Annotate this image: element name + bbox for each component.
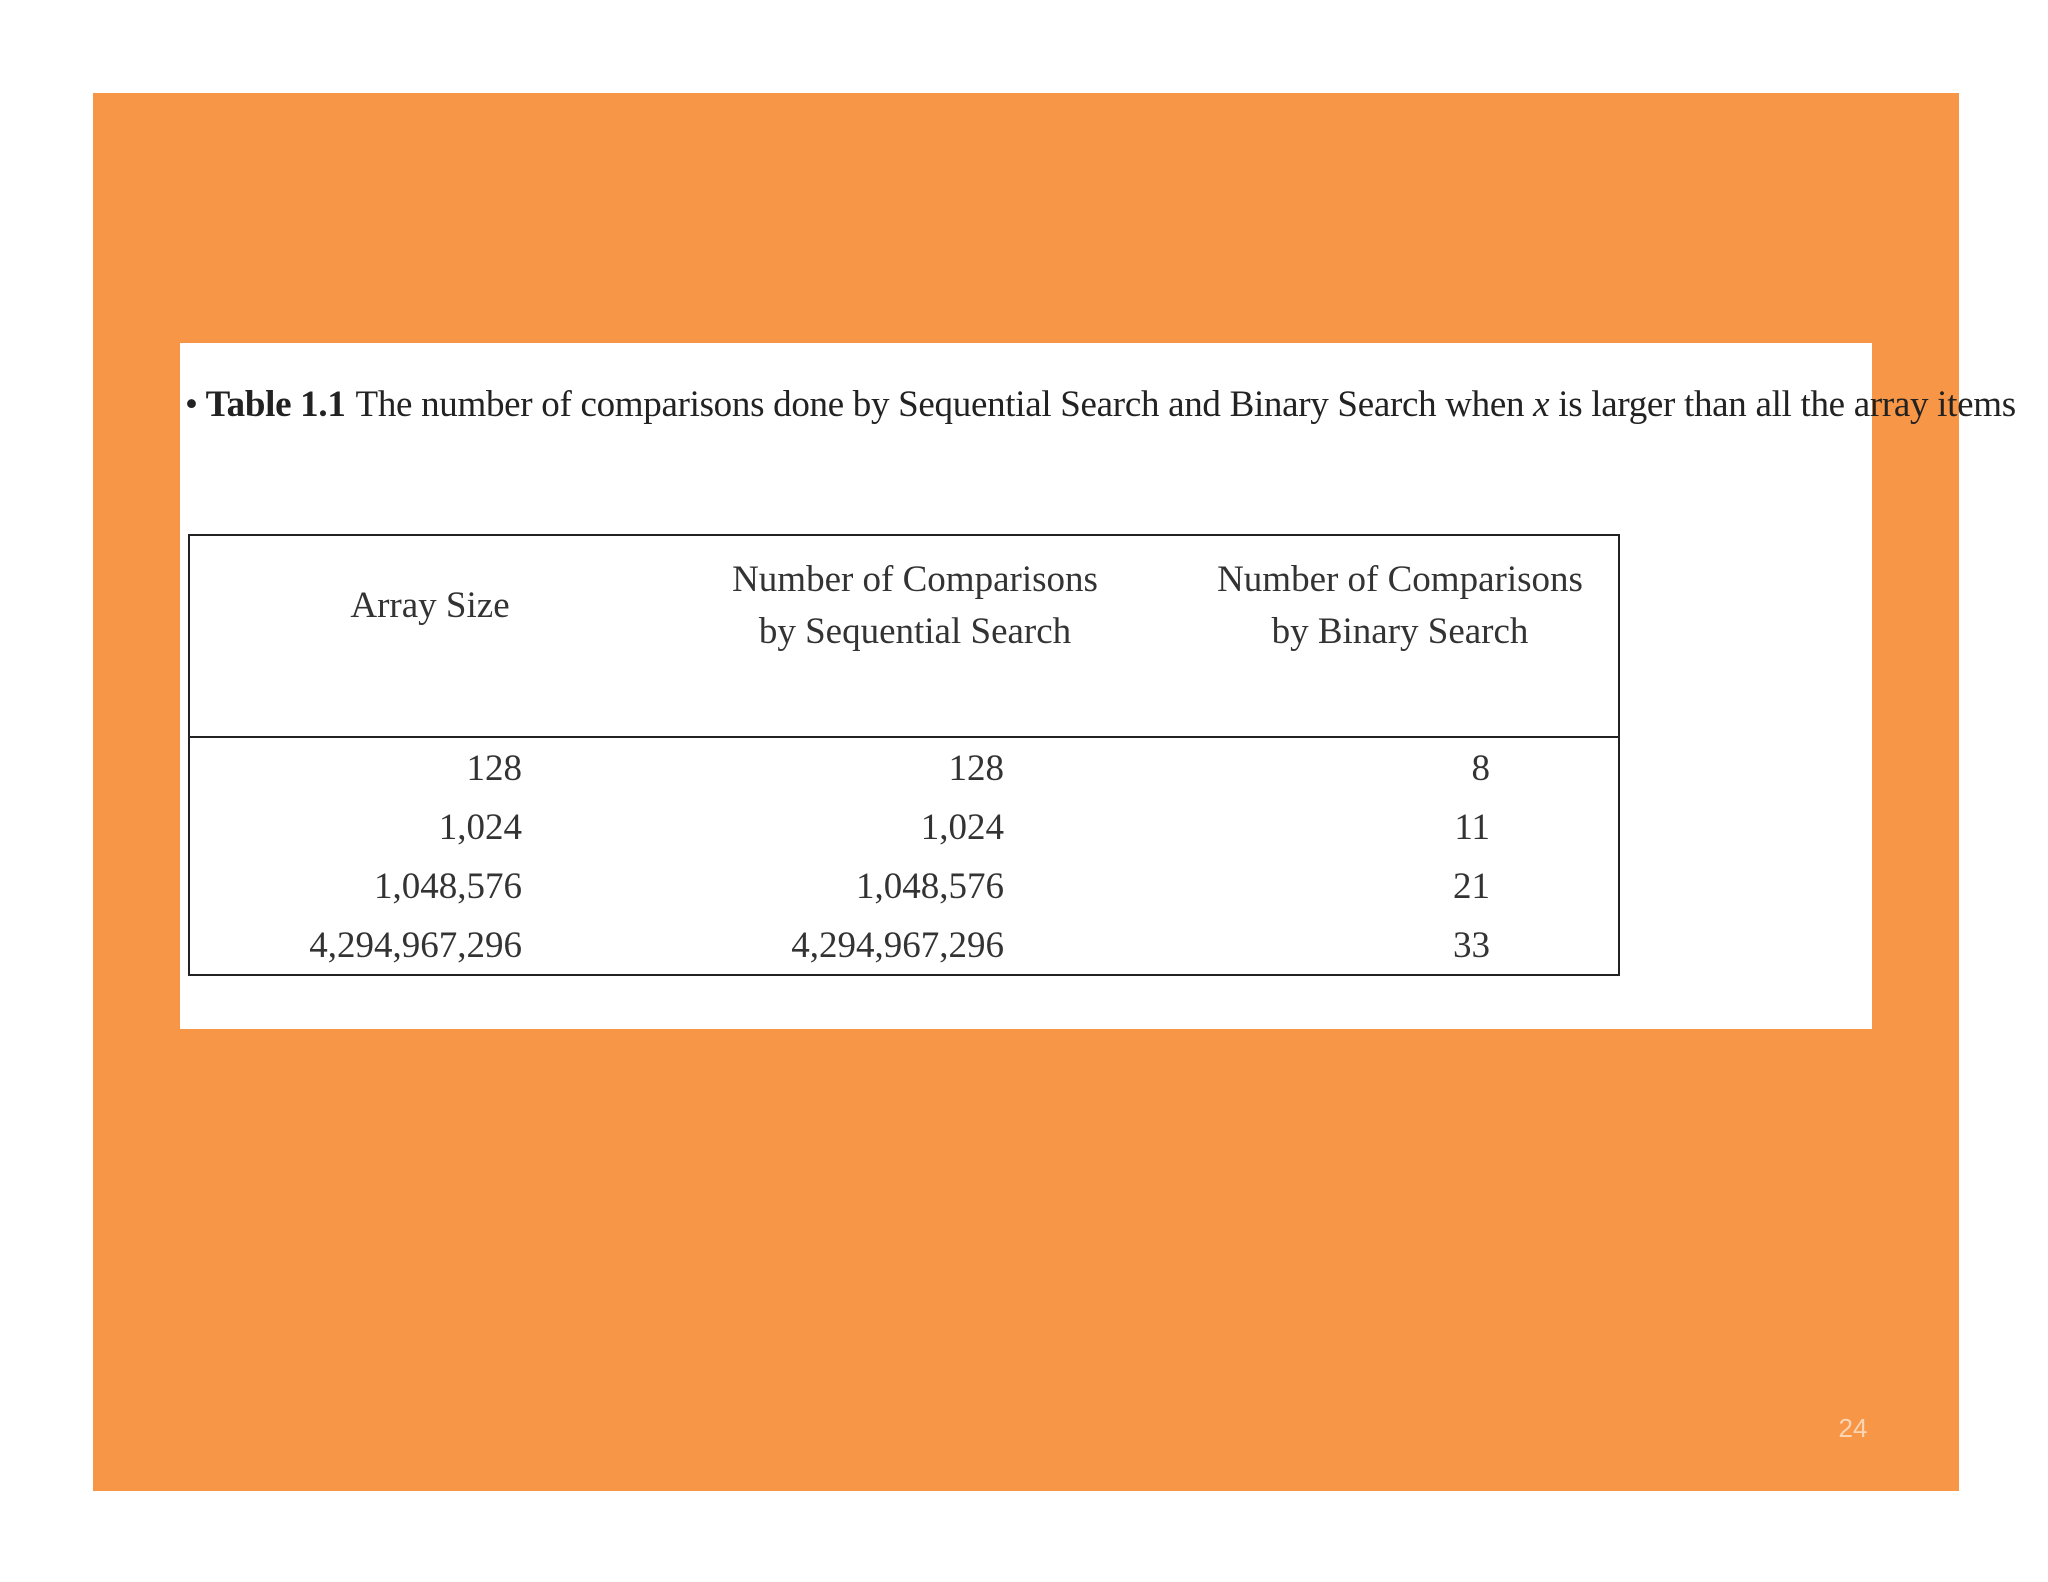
header-binary-search: Number of Comparisons by Binary Search (1217, 559, 1583, 652)
cell-sequential: 4,294,967,296 (791, 925, 1004, 966)
caption-text: The number of comparisons done by Sequential Search and Binary Search when (355, 384, 1525, 425)
slide (93, 93, 2016, 1491)
table-label: Table 1.1 (205, 384, 346, 425)
table-body (190, 739, 1618, 975)
table-row (190, 857, 1618, 916)
caption-variable: x (1533, 384, 1550, 425)
table-row (190, 916, 1618, 975)
cell-sequential: 1,024 (920, 807, 1004, 848)
cell-sequential: 128 (948, 748, 1004, 789)
cell-binary: 21 (1453, 866, 1490, 907)
page-number: 24 (1838, 1413, 1868, 1443)
cell-array-size: 1,024 (438, 807, 522, 848)
cell-binary: 11 (1454, 807, 1490, 848)
header-array-size: Array Size (350, 585, 510, 626)
cell-binary: 33 (1453, 925, 1490, 966)
caption-text-end: is larger than all the array items (1558, 384, 2016, 425)
cell-sequential: 1,048,576 (856, 866, 1004, 907)
header-sequential-search: Number of Comparisons by Sequential Search (732, 559, 1098, 652)
cell-array-size: 128 (466, 748, 522, 789)
bullet: • (185, 384, 198, 425)
table-caption (185, 383, 2016, 426)
cell-array-size: 4,294,967,296 (309, 925, 522, 966)
table-row (190, 798, 1618, 857)
table-row (190, 739, 1618, 798)
table-image (180, 343, 2016, 1029)
table-header (190, 536, 1618, 738)
cell-array-size: 1,048,576 (374, 866, 522, 907)
comparison-table (188, 534, 1620, 976)
cell-binary: 8 (1471, 748, 1490, 789)
